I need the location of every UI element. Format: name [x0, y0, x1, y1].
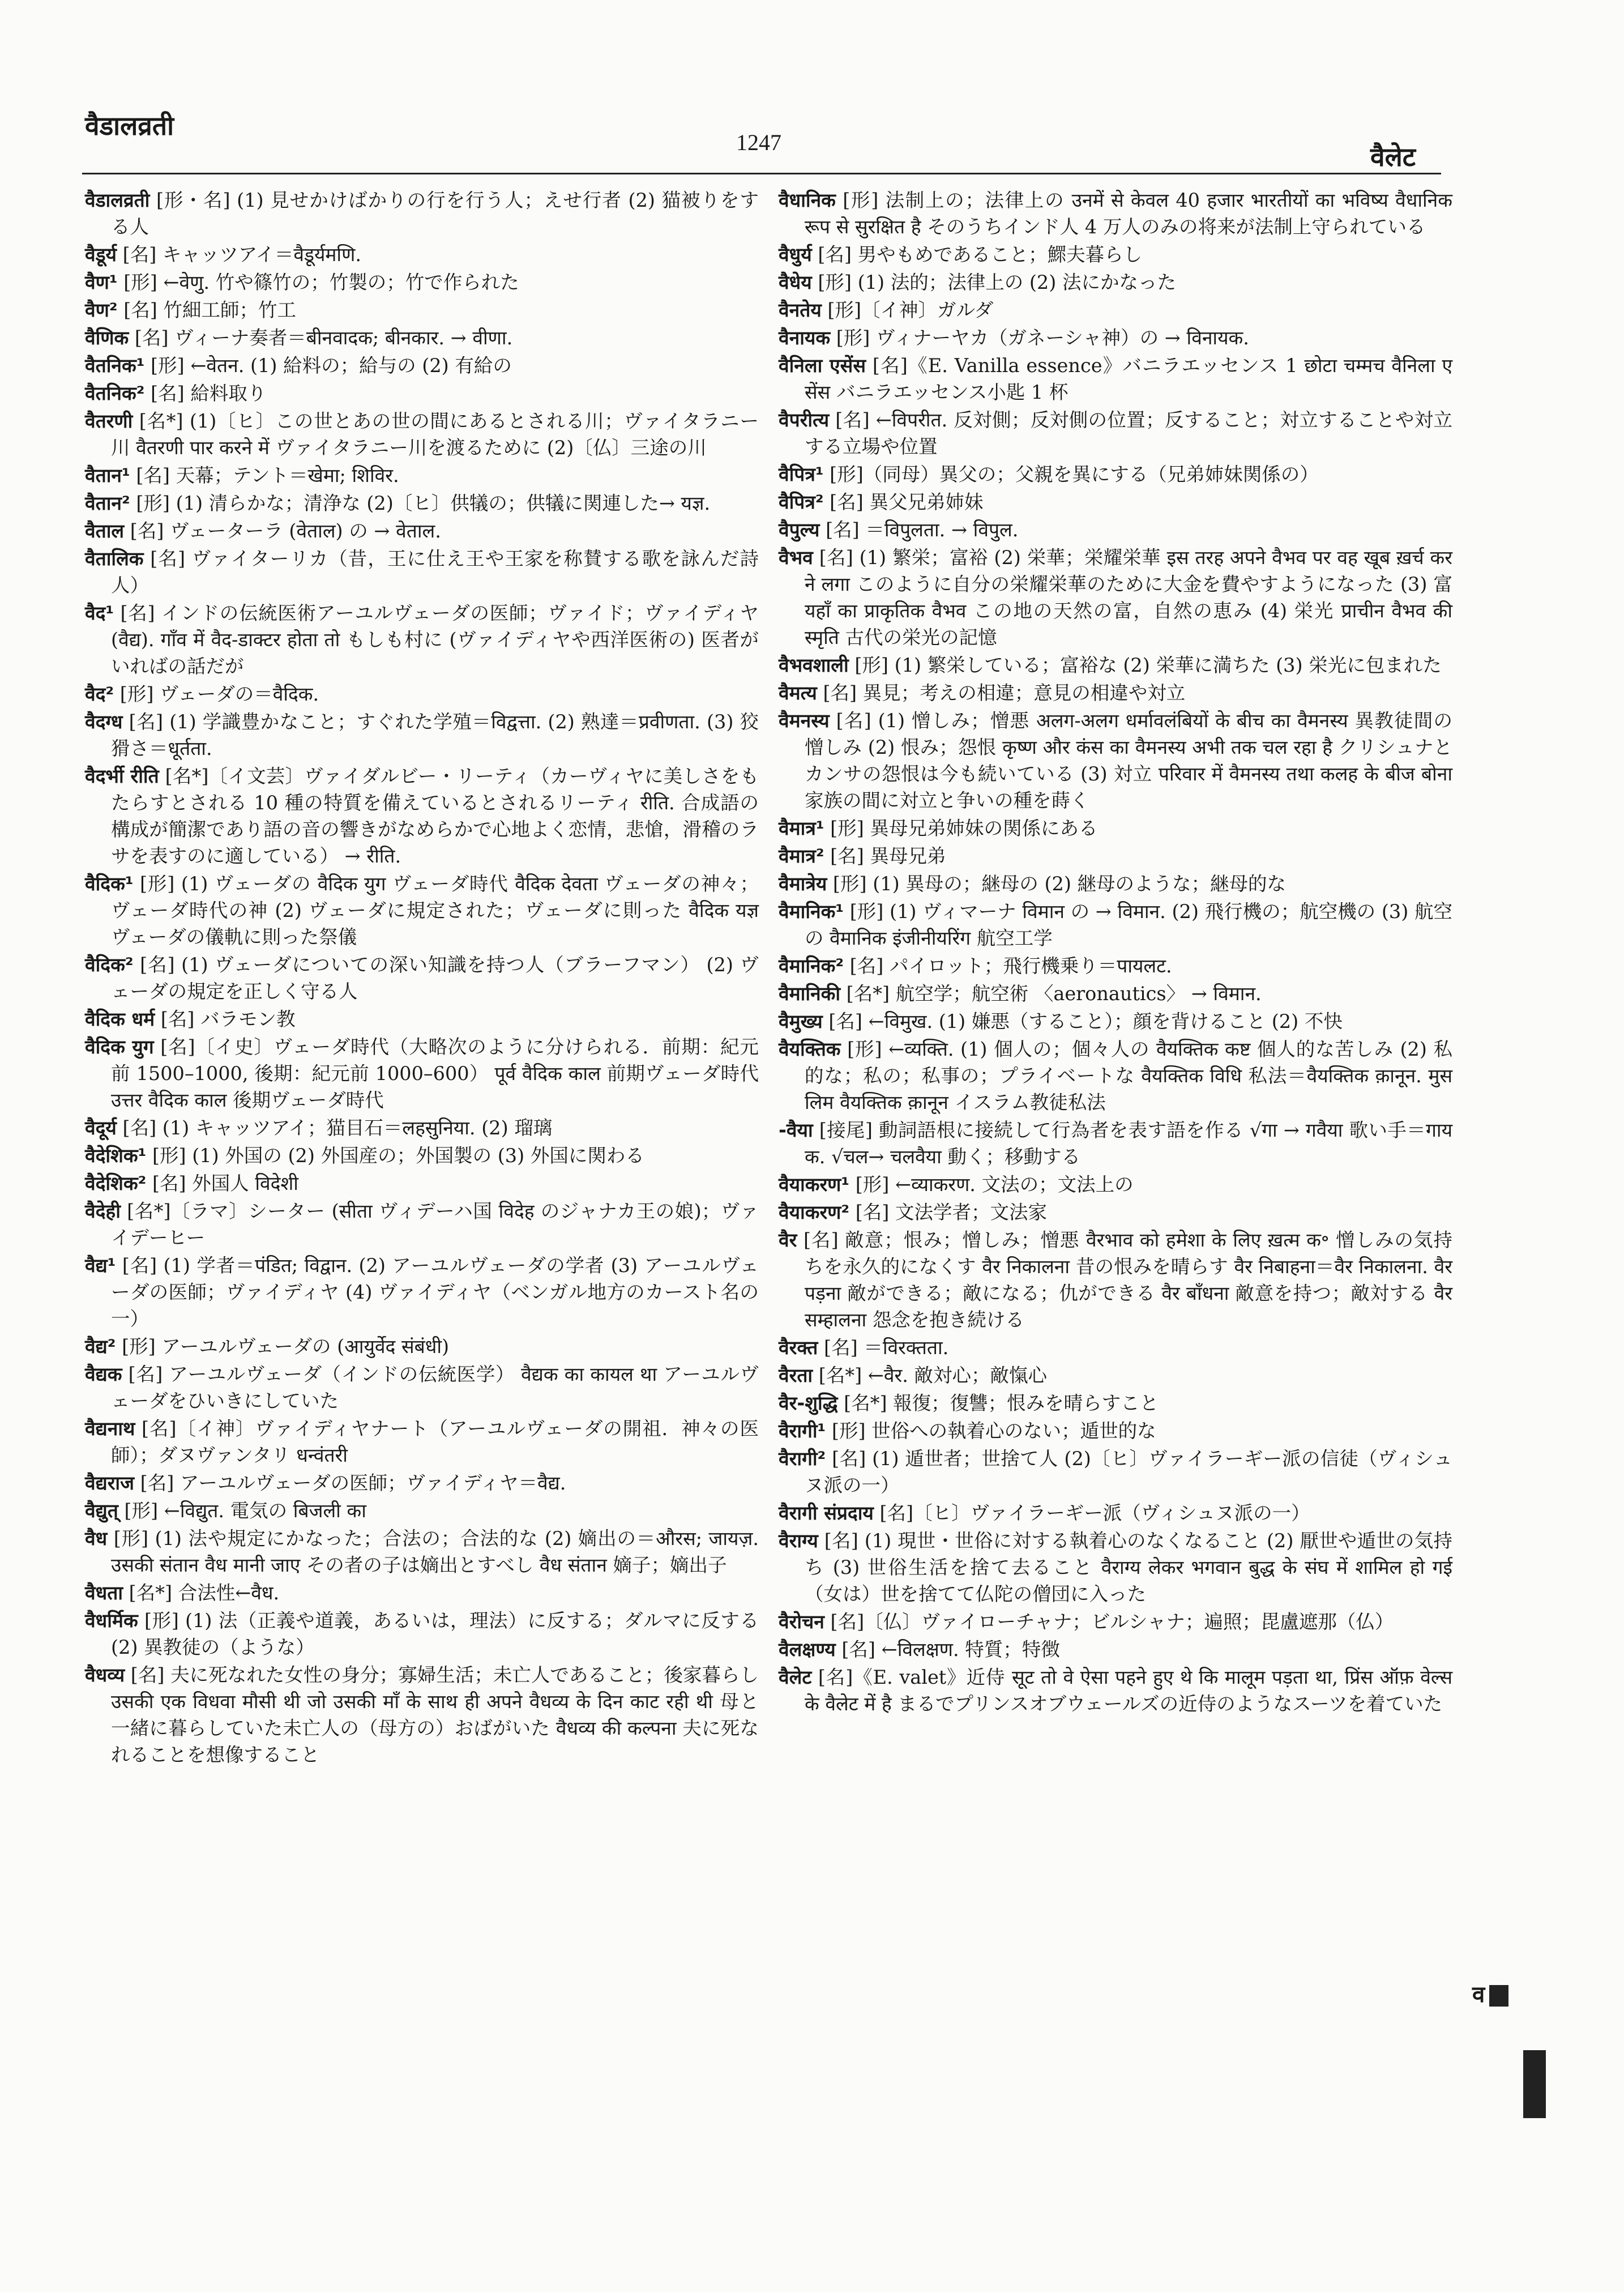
dictionary-entry	[779, 1664, 1452, 1717]
dictionary-entry	[85, 1361, 759, 1414]
definition: [形]（同母）異父の；父親を異にする（兄弟姉妹関係の）	[830, 463, 1319, 485]
dictionary-entry	[779, 1636, 1452, 1663]
headword: वैद²	[85, 683, 114, 705]
headword: वैद¹	[85, 602, 114, 624]
headword: वैदिक युग	[85, 1036, 154, 1058]
dictionary-entry	[85, 708, 759, 762]
header-rule	[82, 173, 1441, 174]
definition: [形]〔イ神〕ガルダ	[827, 299, 994, 321]
headword: वैदिक²	[85, 954, 134, 976]
definition: [名*] 航空学；航空術 〈aeronautics〉 → विमान.	[846, 983, 1262, 1005]
definition: [名] 給料取り	[151, 382, 267, 404]
dictionary-entry	[779, 1418, 1452, 1444]
thumb-index-tab	[1472, 1978, 1535, 2006]
dictionary-entry	[779, 241, 1452, 268]
headword: वैमानिकी	[779, 983, 841, 1005]
definition: [名*] ←वैर. 敵対心；敵愾心	[818, 1364, 1047, 1386]
definition: [名*] 報復；復讐；恨みを晴らすこと	[844, 1392, 1159, 1414]
definition: [形] ←व्यक्ति. (1) 個人の；個々人の वैयक्तिक कष्ट 個人的な苦しみ (2) 私的な；私の；私事の；プライベートな वैयक्तिक विधि 私法＝वैयक्तिक क़ानून. मुसलिम वैयक्तिक क़ानून イスラム教徒私法	[805, 1038, 1452, 1113]
headword: वैभव	[779, 547, 813, 569]
dictionary-entry	[779, 489, 1452, 515]
headword: वैमत्य	[779, 682, 817, 704]
definition: [形] (1) 清らかな；清浄な (2)〔ヒ〕供犠の；供犠に関連した→ यज्ञ.	[136, 492, 711, 514]
definition: [名] (1) 学識豊かなこと；すぐれた学殖＝विद्वत्ता. (2) 熟達＝प्रवीणता. (3) 狡猾さ＝धूर्तता.	[111, 711, 759, 759]
dictionary-entry	[779, 652, 1452, 678]
definition: [名] 天幕；テント＝खेमा; शिविर.	[136, 464, 399, 486]
headword: वैतनिक¹	[85, 355, 145, 377]
dictionary-entry	[85, 297, 759, 323]
dictionary-entry	[85, 1006, 759, 1032]
headword: वैरता	[779, 1364, 813, 1386]
headword: वैमनस्य	[779, 710, 830, 732]
dictionary-entry	[85, 1662, 759, 1768]
dictionary-entry	[779, 1334, 1452, 1361]
headword: वैयक्तिक	[779, 1038, 841, 1060]
dictionary-entry	[85, 1034, 759, 1113]
headword: वैद्युत्	[85, 1500, 118, 1522]
definition: [名]《E. Vanilla essence》バニラエッセンス 1 छोटा चम्मच वैनिला एसेंस バニラエッセンス小匙 1 杯	[805, 355, 1453, 403]
headword: वैधर्मिक	[85, 1610, 138, 1632]
definition: [名]〔イ神〕ヴァイディヤナート（アーユルヴェーダの開祖．神々の医師）；ダヌヴァンタリ धन्वंतरी	[111, 1418, 759, 1466]
definition: [名*]〔イ文芸〕ヴァイダルビー・リーティ（カーヴィヤに美しさをもたらすとされる 10 種の特質を備えているとされるリーティ रीति. 合成語の構成が簡潔であり語の音の響きがなめらかで心地よく恋情，悲愴，滑稽のラサを表すのに適している） → रीति.	[111, 765, 759, 867]
definition: [名*] (1)〔ヒ〕この世とあの世の間にあるとされる川；ヴァイタラニー川 वैतरणी पार करने में ヴァイタラニー川を渡るために (2)〔仏〕三途の川	[111, 410, 759, 459]
headword: वैध	[85, 1527, 108, 1550]
definition: [名*] 合法性←वैध.	[129, 1582, 280, 1604]
dictionary-entry	[779, 898, 1452, 951]
dictionary-entry	[85, 408, 759, 461]
dictionary-entry	[85, 1470, 759, 1496]
headword: वैपित्र¹	[779, 463, 824, 485]
headword: वैद्यनाथ	[85, 1418, 135, 1440]
headword: वैदिक¹	[85, 873, 134, 895]
headword: वैण²	[85, 299, 118, 321]
dictionary-entry	[779, 461, 1452, 488]
headword: वैधेय	[779, 271, 812, 293]
dictionary-entry	[85, 1580, 759, 1606]
definition: [名] (1) キャッツアイ；猫目石＝लहसुनिया. (2) 瑠璃	[122, 1117, 553, 1139]
headword: वैनतेय	[779, 299, 822, 321]
thumb-index-block	[1489, 1985, 1508, 2007]
dictionary-entry	[85, 1333, 759, 1360]
headword: वैद्य¹	[85, 1254, 116, 1277]
dictionary-entry	[85, 1198, 759, 1251]
dictionary-entry	[779, 1608, 1452, 1635]
definition: [接尾] 動詞語根に接続して行為者を表す語を作る √गा → गवैया 歌い手＝गायक. √चल→ चलवैया 動く；移動する	[805, 1119, 1452, 1168]
headword: वैपुल्य	[779, 519, 820, 541]
dictionary-entry	[85, 269, 759, 296]
definition: [名] 竹細工師；竹工	[123, 299, 296, 321]
headword: वैधुर्य	[779, 244, 812, 266]
definition: [名] 異母兄弟	[830, 845, 946, 867]
headword: वैताल	[85, 520, 125, 542]
headword: वैतान¹	[85, 464, 130, 486]
dictionary-entry	[85, 1115, 759, 1141]
headword: वैरोचन	[779, 1611, 824, 1633]
dictionary-entry	[779, 680, 1452, 706]
definition: [名] (1) 遁世者；世捨て人 (2)〔ヒ〕ヴァイラーギー派の信徒（ヴィシュヌ派の一）	[805, 1448, 1452, 1496]
headword: वैरागी¹	[779, 1420, 826, 1442]
thumb-index-letter: व	[1472, 1982, 1485, 2008]
definition: [名] 外国人 विदेशी	[152, 1172, 298, 1194]
definition: [名] キャッツアイ＝वैडूर्यमणि.	[122, 244, 361, 266]
dictionary-entry	[779, 187, 1452, 240]
definition: [名] ←विलक्षण. 特質；特徴	[841, 1638, 1060, 1661]
headword: वैदेशिक¹	[85, 1145, 147, 1167]
headword: -वैया	[779, 1119, 813, 1141]
dictionary-entry	[779, 843, 1452, 869]
definition: [名] (1) 繁栄；富裕 (2) 栄華；栄耀栄華 इस तरह अपने वैभव पर वह खूब ख़र्च करने लगा このように自分の栄耀栄華のために大金を費やすようになった (3) 富 यहाँ का प्राकृतिक वैभव この地の天然の富，自然の恵み (4) 栄光 प्राचीन वैभव की स्मृति 古代の栄光の記憶	[805, 547, 1453, 648]
headword: वैमुख्य	[779, 1010, 823, 1032]
definition: [形] (1) 繁栄している；富裕な (2) 栄華に満ちた (3) 栄光に包まれた	[854, 654, 1442, 676]
definition: [名]《E. valet》近侍 सूट तो वे ऐसा पहने हुए थे कि मालूम पड़ता था, प्रिंस ऑफ़ वेल्स के वैलेट में है まるでプリンスオブウェールズの近侍のようなスーツを着ていた	[805, 1666, 1452, 1715]
dictionary-entry	[85, 518, 759, 544]
headword: वैदूर्य	[85, 1117, 117, 1139]
headword: वैतान²	[85, 492, 130, 514]
definition: [形] (1) 法や規定にかなった；合法の；合法的な (2) 嫡出の＝औरस; जायज़. उसकी संतान वैध मानी जाए その者の子は嫡出とすべし वैध संतान 嫡子；嫡出子	[111, 1527, 759, 1576]
dictionary-entry	[85, 1497, 759, 1524]
right-guide-word: वैलेट	[1370, 142, 1416, 172]
definition: [形] (1) 外国の (2) 外国産の；外国製の (3) 外国に関わる	[152, 1145, 644, 1167]
definition: [名] アーユルヴェーダ（インドの伝統医学） वैद्यक का कायल था アーユルヴェーダをひいきにしていた	[111, 1363, 759, 1412]
definition: [形] ヴィナーヤカ（ガネーシャ神）の → विनायक.	[836, 327, 1249, 349]
headword: वैतनिक²	[85, 382, 145, 404]
dictionary-entry	[85, 600, 759, 680]
definition: [名] 異見；考えの相違；意見の相違や対立	[823, 682, 1186, 704]
dictionary-entry	[85, 681, 759, 707]
headword: वैमात्र²	[779, 845, 824, 867]
definition: [形] 法制上の；法律上の उनमें से केवल 40 हजार भारतीयों का भविष्य वैधानिक रूप से सुरक्षित है そのうちインド人 4 万人のみの将来が法制上守られている	[805, 189, 1452, 238]
headword: वैलेट	[779, 1666, 812, 1688]
headword: वैतालिक	[85, 548, 144, 570]
definition: [名]〔ヒ〕ヴァイラーギー派（ヴィシュヌ派の一）	[879, 1502, 1310, 1524]
dictionary-entry	[779, 407, 1452, 460]
dictionary-entry	[85, 951, 759, 1005]
dictionary-entry	[779, 707, 1452, 814]
dictionary-entry	[85, 241, 759, 268]
definition: [名] ヴィーナ奏者＝बीनवादक; बीनकार. → वीणा.	[134, 327, 513, 349]
definition: [名]〔イ史〕ヴェーダ時代（大略次のように分けられる．前期：紀元前 1500–1000, 後期：紀元前 1000–600） पूर्व वैदिक काल 前期ヴェーダ時代 उत्तर वैदिक काल 後期ヴェーダ時代	[111, 1036, 759, 1111]
headword: वैडालव्रती	[85, 189, 150, 211]
headword: वैलक्षण्य	[779, 1638, 836, 1661]
headword: वैमानिक²	[779, 955, 844, 977]
definition: [形] (1) 法（正義や道義，あるいは，理法）に反する；ダルマに反する (2) 異教徒の（ような）	[111, 1610, 759, 1658]
headword: वैमात्र¹	[779, 817, 824, 839]
dictionary-entry	[779, 1008, 1452, 1035]
dictionary-entry	[85, 545, 759, 599]
dictionary-entry	[779, 1390, 1452, 1416]
definition: [名*]〔ラマ〕シーター (सीता ヴィデーハ国 विदेह のジャナカ王の娘)；ヴァイデーヒー	[111, 1200, 759, 1249]
definition: [形] ←विद्युत. 電気の बिजली का	[124, 1500, 366, 1522]
definition: [名] ＝विपुलता. → विपुल.	[826, 519, 1019, 541]
dictionary-entry	[779, 1036, 1452, 1116]
headword: वैरागी संप्रदाय	[779, 1502, 874, 1524]
headword: वैराग्य	[779, 1530, 818, 1552]
headword: वैण¹	[85, 271, 118, 293]
dictionary-entry	[85, 1415, 759, 1469]
headword: वैभवशाली	[779, 654, 849, 676]
headword: वैमानिक¹	[779, 900, 844, 923]
dictionary-entry	[779, 953, 1452, 979]
dictionary-entry	[779, 325, 1452, 351]
dictionary-entry	[85, 1607, 759, 1661]
definition: [形] (1) 異母の；継母の (2) 継母のような；継母的な	[832, 873, 1287, 895]
dictionary-entry	[779, 1171, 1452, 1198]
dictionary-entry	[779, 980, 1452, 1007]
definition: [形・名] (1) 見せかけばかりの行を行う人；えせ行者 (2) 猫被りをする人	[111, 189, 759, 238]
dictionary-entry	[779, 1445, 1452, 1499]
dictionary-entry	[85, 1252, 759, 1332]
dictionary-entry	[779, 1199, 1452, 1226]
dictionary-entry	[85, 187, 759, 240]
headword: वैधानिक	[779, 189, 836, 211]
dictionary-entry	[779, 870, 1452, 897]
dictionary-entry	[85, 352, 759, 379]
dictionary-entry	[779, 517, 1452, 543]
dictionary-entry	[779, 352, 1452, 406]
definition: [名] 夫に死なれた女性の身分；寡婦生活；未亡人であること；後家暮らし उसकी एक विधवा मौसी थी जो उसकी माँ के साथ ही अपने वैधव्य के दिन काट रही थी 母と一緒に暮らしていた未亡人の（母方の）おばがいた वैधव्य की कल्पना 夫に死なれることを想像すること	[111, 1664, 759, 1766]
definition: [形] 異母兄弟姉妹の関係にある	[830, 817, 1098, 839]
definition: [名] ヴェーターラ (वेताल) の → वेताल.	[130, 520, 441, 542]
headword: वैदिक धर्म	[85, 1008, 155, 1030]
headword: वैयाकरण¹	[779, 1173, 850, 1196]
dictionary-entry	[85, 380, 759, 407]
dictionary-entry	[779, 297, 1452, 323]
definition: [名] ＝विरक्तता.	[824, 1337, 949, 1359]
right-column	[779, 187, 1452, 1718]
definition: [形] ←वेणु. 竹や篠竹の；竹製の；竹で作られた	[123, 271, 519, 293]
definition: [名] 文法学者；文法家	[855, 1201, 1048, 1223]
definition: [形] (1) ヴェーダの वैदिक युग ヴェーダ時代 वैदिक देवता ヴェーダの神々；ヴェーダ時代の神 (2) ヴェーダに規定された；ヴェーダに則った वैदिक यज्ञ ヴェーダの儀軌に則った祭儀	[111, 873, 759, 948]
dictionary-entry	[779, 1527, 1452, 1607]
definition: [名] 異父兄弟姉妹	[830, 491, 984, 513]
headword: वैदेशिक²	[85, 1172, 147, 1194]
definition: [名] (1) 現世・世俗に対する執着心のなくなること (2) 厭世や遁世の気持ち (3) 世俗生活を捨て去ること वैराग्य लेकर भगवान बुद्ध के संघ में शामिल हो गई （女は）世を捨てて仏陀の僧団に入った	[805, 1530, 1452, 1605]
dictionary-entry	[85, 870, 759, 950]
dictionary-entry	[85, 1525, 759, 1578]
definition: [形] (1) ヴィマーナ विमान の → विमान. (2) 飛行機の；航空機の (3) 航空の वैमानिक इंजीनीयरिंग 航空工学	[805, 900, 1452, 949]
definition: [形] ←वेतन. (1) 給料の；給与の (2) 有給の	[151, 355, 512, 377]
definition: [形] ←व्याकरण. 文法の；文法上の	[855, 1173, 1134, 1196]
headword: वैदर्भी रीति	[85, 765, 159, 787]
definition: [形] (1) 法的；法律上の (2) 法にかなった	[818, 271, 1176, 293]
definition: [名]〔仏〕ヴァイローチャナ；ビルシャナ；遍照；毘盧遮那（仏）	[830, 1611, 1394, 1633]
headword: वैरक्त	[779, 1337, 818, 1359]
headword: वैरागी²	[779, 1448, 826, 1470]
definition: [名] 男やもめであること；鰥夫暮らし	[818, 244, 1143, 266]
page-number: 1247	[736, 130, 781, 155]
headword: वैदेही	[85, 1200, 121, 1222]
dictionary-entry	[779, 269, 1452, 296]
dictionary-entry	[85, 1170, 759, 1197]
dictionary-entry	[85, 325, 759, 351]
dictionary-entry	[779, 1362, 1452, 1389]
dictionary-entry	[85, 462, 759, 489]
left-guide-word: वैडालव्रती	[85, 110, 174, 141]
definition: [名] 敵意；恨み；憎しみ；憎悪 वैरभाव को हमेशा के लिए ख़त्म क॰ 憎しみの気持ちを永久的になくす वैर निकालना 昔の恨みを晴らす वैर निबाहना＝वैर निकालना. वैर पड़ना 敵ができる；敵になる；仇ができる वैर बाँधना 敵意を持つ；敵対する वैर सम्हालना 怨念を抱き続ける	[803, 1229, 1452, 1331]
headword: वैर-शुद्धि	[779, 1392, 838, 1414]
headword: वैद्यराज	[85, 1472, 134, 1494]
dictionary-entry	[779, 544, 1452, 651]
dictionary-entry	[779, 1117, 1452, 1170]
left-column	[85, 187, 759, 1769]
definition: [名] パイロット；飛行機乗り＝पायलट.	[849, 955, 1172, 977]
headword: वैनिला एसेंस	[779, 355, 866, 377]
headword: वैपित्र²	[779, 491, 824, 513]
edge-scan-mark	[1523, 2050, 1546, 2118]
headword: वैद्यक	[85, 1363, 122, 1385]
dictionary-entry	[85, 1142, 759, 1169]
definition: [形] 世俗への執着心のない；遁世的な	[831, 1420, 1156, 1442]
headword: वैद्य²	[85, 1335, 116, 1358]
dictionary-entry	[85, 490, 759, 517]
definition: [形] ヴェーダの＝वैदिक.	[119, 683, 319, 705]
definition: [名] (1) 学者＝पंडित; विद्वान. (2) アーユルヴェーダの学者 (3) アーユルヴェーダの医師；ヴァイディヤ (4) ヴァイディヤ（ベンガル地方のカースト名の一）	[111, 1254, 759, 1330]
definition: [名] ←विमुख. (1) 嫌悪（すること）；顔を背けること (2) 不快	[828, 1010, 1343, 1032]
headword: वैमात्रेय	[779, 873, 827, 895]
headword: वैतरणी	[85, 410, 133, 432]
definition: [名] バラモン教	[160, 1008, 296, 1030]
definition: [名] ヴァイターリカ（昔，王に仕え王や王家を称賛する歌を詠んだ詩人）	[111, 548, 759, 596]
headword: वैणिक	[85, 327, 129, 349]
headword: वैदग्ध	[85, 711, 123, 733]
headword: वैधता	[85, 1582, 123, 1604]
dictionary-entry	[85, 763, 759, 869]
headword: वैनायक	[779, 327, 831, 349]
dictionary-entry	[779, 1227, 1452, 1333]
definition: [名] インドの伝統医術アーユルヴェーダの医師；ヴァイド；ヴァイディヤ (वैद्य). गाँव में वैद-डाक्टर होता तो もしも村に (ヴァイディヤや西洋医術の) 医者がいればの話だが	[111, 602, 759, 677]
definition: [名] アーユルヴェーダの医師；ヴァイディヤ＝वैद्य.	[140, 1472, 566, 1494]
headword: वैपरीत्य	[779, 409, 830, 431]
definition: [名] ←विपरीत. 反対側；反対側の位置；反すること；対立することや対立する立場や位置	[805, 409, 1452, 458]
definition: [名] (1) 憎しみ；憎悪 अलग-अलग धर्मावलंबियों के बीच का वैमनस्य 異教徒間の憎しみ (2) 恨み；怨恨 कृष्ण और कंस का वैमनस्य अभी तक चल रहा है クリシュナとカンサの怨恨は今も続いている (3) 対立 परिवार में वैमनस्य तथा कलह के बीज बोना 家族の間に対立と争いの種を蒔く	[805, 710, 1452, 812]
dictionary-entry	[779, 1500, 1452, 1526]
definition: [名] (1) ヴェーダについての深い知識を持つ人（ブラーフマン） (2) ヴェーダの規定を正しく守る人	[111, 954, 759, 1002]
headword: वैधव्य	[85, 1664, 125, 1686]
definition: [形] アーユルヴェーダの (आयुर्वेद संबंधी)	[122, 1335, 450, 1358]
headword: वैर	[779, 1229, 797, 1251]
dictionary-entry	[779, 815, 1452, 842]
headword: वैडूर्य	[85, 244, 117, 266]
headword: वैयाकरण²	[779, 1201, 850, 1223]
